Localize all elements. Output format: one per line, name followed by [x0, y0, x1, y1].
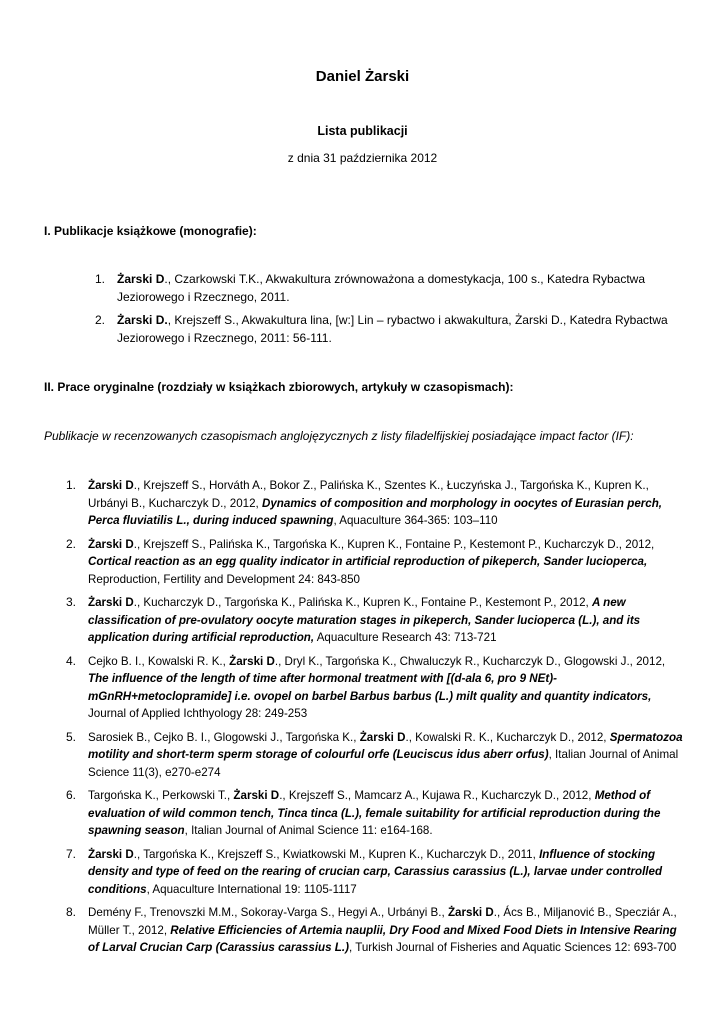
list-item — [0, 312, 725, 347]
item-number: 3. — [66, 595, 77, 609]
section-books-heading: I. Publikacje książkowe (monografie): — [44, 224, 257, 238]
author-highlight: Żarski D — [117, 272, 165, 286]
item-number: 4. — [66, 653, 77, 668]
item-text — [88, 846, 688, 899]
author-highlight: Żarski D — [233, 789, 280, 802]
item-text — [117, 312, 687, 347]
articles-list — [0, 477, 725, 963]
item-number: 1. — [95, 272, 106, 286]
item-text — [88, 653, 688, 723]
coauthors-before: Sarosiek B., Cejko B. I., Glogowski J., Targońska K., — [88, 730, 360, 744]
article-title: Spermatozoa motility and short-term sperm storage of colourful orfe (Leuciscus idus aberr orfus) — [88, 730, 683, 761]
article-title: Method of evaluation of wild common tench, Tinca tinca (L.), female suitability for artificial reproduction during the spawning season — [88, 789, 661, 837]
item-text — [88, 787, 688, 840]
item-number: 7. — [66, 846, 77, 861]
coauthors-after: ., Dryl K., Targońska K., Chwaluczyk R., Kucharczyk D., Glogowski J., 2012, — [274, 654, 666, 668]
coauthors-before: Cejko B. I., Kowalski R. K., — [88, 654, 230, 668]
item-number: 2. — [95, 313, 106, 327]
author-highlight: Żarski D — [88, 537, 134, 551]
coauthors-before: Demény F., Trenovszki M.M., Sokoray-Varga S., Hegyi A., Urbányi B., — [88, 906, 448, 919]
coauthors-after: ., Krejszeff S., Palińska K., Targońska K., Kupren K., Fontaine P., Kestemont P., Kucharczyk D., 2012, — [133, 537, 655, 551]
coauthors-after: ., Targońska K., Krejszeff S., Kwiatkowski M., Kupren K., Kucharczyk D., 2011, — [133, 847, 540, 861]
author-name: Daniel Żarski — [315, 68, 410, 85]
item-text — [117, 271, 687, 306]
journal-info: , Aquaculture International 19: 1105-1117 — [146, 882, 357, 896]
author-highlight: Żarski D — [447, 906, 494, 919]
item-text — [88, 729, 688, 782]
item-details: , Krejszeff S., Akwakultura lina, [w:] Lin – rybactwo i akwakultura, Żarski D., Katedra Rybactwa Jeziorowego i Rzecznego, 2011: 56-111. — [117, 313, 668, 345]
item-text — [88, 904, 688, 957]
list-item — [0, 477, 725, 530]
section-articles-subtitle: Publikacje w recenzowanych czasopismach anglojęzycznych z listy filadelfijskiej posiadające impact factor (IF): — [44, 429, 634, 443]
list-item — [0, 787, 725, 840]
item-number: 6. — [66, 788, 77, 802]
coauthors-after: ., Krejszeff S., Mamcarz A., Kujawa R., Kucharczyk D., 2012, — [279, 789, 595, 802]
journal-info: , Aquaculture 364-365: 103–110 — [333, 514, 498, 527]
coauthors-before: Targońska K., Perkowski T., — [88, 789, 234, 802]
item-number: 8. — [66, 905, 77, 919]
item-number: 5. — [66, 729, 77, 744]
article-title: Influence of stocking density and type of feed on the rearing of crucian carp, Carassius carassius (L.), larvae under controlled conditions — [88, 847, 663, 896]
journal-info: , Turkish Journal of Fisheries and Aquatic Sciences 12: 693-700 — [348, 941, 677, 954]
journal-info: , Italian Journal of Animal Science 11(3), e270-e274 — [88, 748, 679, 779]
list-item — [0, 536, 725, 589]
coauthors-after: ., Krejszeff S., Horváth A., Bokor Z., Palińska K., Szentes K., Łuczyńska J., Targońska K., Kupren K., Urbányi B., Kucharczyk D., 2012, — [88, 479, 649, 510]
author-highlight: Żarski D — [88, 479, 134, 492]
item-text — [88, 594, 688, 647]
author-highlight: Żarski D — [359, 730, 406, 744]
list-title: Lista publikacji — [317, 124, 408, 138]
author-highlight: Żarski D — [229, 654, 275, 668]
journal-info: Reproduction, Fertility and Development 24: 843-850 — [88, 572, 360, 586]
author-highlight: Żarski D — [88, 596, 134, 609]
journal-info: Journal of Applied Ichthyology 28: 249-253 — [88, 707, 308, 720]
list-item — [0, 729, 725, 782]
list-item — [0, 271, 725, 306]
article-title: The influence of the length of time after hormonal treatment with [(d-ala 6, pro 9 NEt)-mGnRH+metoclopramide] i.e. ovopel on barbel Barbus barbus (L.) milt quality and quantity indicators, — [88, 672, 652, 703]
article-title: A new classification of pre-ovulatory oocyte maturation stages in pikeperch, Sander lucioperca (L.), and its application during artificial reproduction, — [88, 596, 641, 644]
list-item — [0, 904, 725, 957]
books-list — [0, 271, 725, 353]
item-number: 1. — [66, 478, 77, 492]
list-item — [0, 594, 725, 647]
item-number: 2. — [66, 536, 77, 551]
coauthors-after: ., Kucharczyk D., Targońska K., Palińska K., Kupren K., Fontaine P., Kestemont P., 2012, — [133, 596, 592, 609]
article-title: Relative Efficiencies of Artemia nauplii, Dry Food and Mixed Food Diets in Intensive Rearing of Larval Crucian Carp (Carassius carassius L.) — [88, 923, 677, 954]
coauthors-after: ., Kowalski R. K., Kucharczyk D., 2012, — [405, 730, 610, 744]
coauthors-after: ., Ács B., Miljanović B., Specziár A., Müller T., 2012, — [88, 906, 677, 937]
list-item — [0, 846, 725, 899]
article-title: Dynamics of composition and morphology in oocytes of Eurasian perch, Perca fluviatilis L., during induced spawning — [88, 496, 663, 527]
author-highlight: Żarski D — [88, 847, 134, 861]
journal-info: , Italian Journal of Animal Science 11: e164-168. — [184, 824, 433, 837]
list-date: z dnia 31 października 2012 — [287, 151, 438, 165]
list-item — [0, 653, 725, 723]
article-title: Cortical reaction as an egg quality indicator in artificial reproduction of pikeperch, Sander lucioperca, — [88, 555, 648, 568]
author-highlight: Żarski D. — [117, 313, 168, 327]
journal-info: Aquaculture Research 43: 713-721 — [314, 631, 497, 644]
section-articles-heading: II. Prace oryginalne (rozdziały w książkach zbiorowych, artykuły w czasopismach): — [44, 380, 514, 394]
item-text — [88, 536, 688, 589]
item-details: ., Czarkowski T.K., Akwakultura zrównoważona a domestykacja, 100 s., Katedra Rybactwa Jeziorowego i Rzecznego, 2011. — [117, 272, 646, 304]
item-text — [88, 477, 688, 530]
